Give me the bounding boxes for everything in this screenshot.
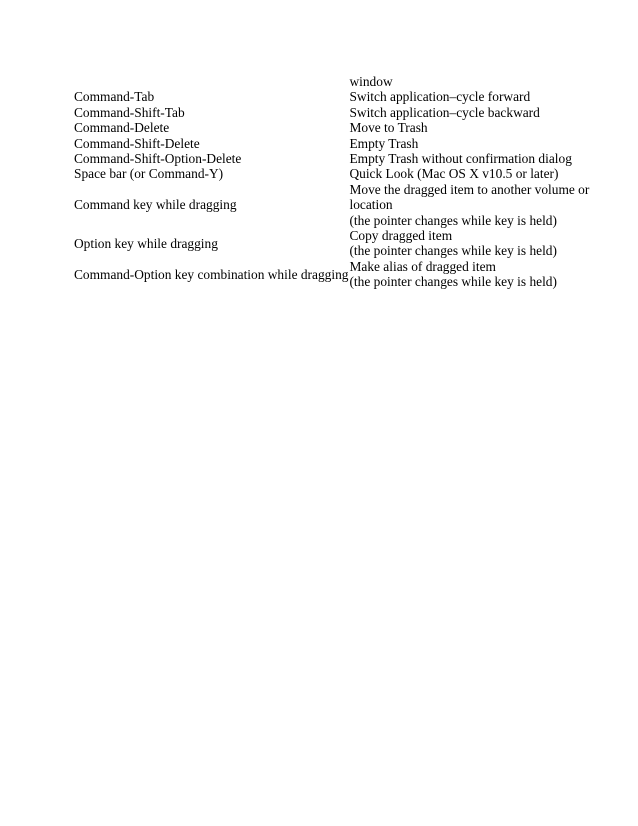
description-line: Quick Look (Mac OS X v10.5 or later) (349, 166, 559, 182)
table-row (74, 182, 589, 228)
description-line: Empty Trash (349, 135, 419, 151)
shortcut-description (349, 182, 589, 228)
description-line: window (349, 74, 393, 89)
table-row (74, 166, 589, 181)
shortcut-table (74, 74, 589, 290)
description-line: location (349, 197, 393, 213)
shortcut-description (349, 166, 589, 181)
shortcut-description (349, 120, 589, 135)
description-line: Copy dragged item (349, 228, 453, 244)
table-row (74, 228, 589, 259)
shortcut-key: Space bar (or Command-Y) (74, 166, 224, 182)
shortcut-key: Command-Option key combination while dragging (74, 266, 349, 282)
table-row (74, 259, 589, 290)
table-row (74, 105, 589, 120)
table-row (74, 89, 589, 104)
shortcut-key: Command-Shift-Option-Delete (74, 151, 242, 167)
shortcut-description (349, 105, 589, 120)
shortcut-description (349, 259, 589, 290)
shortcut-key: Command key while dragging (74, 197, 237, 213)
description-line: Switch application–cycle forward (349, 89, 531, 105)
table-row (74, 151, 589, 166)
description-line: (the pointer changes while key is held) (349, 274, 557, 290)
shortcut-description (349, 136, 589, 151)
shortcut-description (349, 228, 589, 259)
table-row (74, 136, 589, 151)
description-line: (the pointer changes while key is held) (349, 212, 557, 228)
shortcut-key: Command-Shift-Delete (74, 135, 200, 151)
shortcut-key: Option key while dragging (74, 235, 218, 251)
description-line: (the pointer changes while key is held) (349, 243, 557, 259)
description-line: Make alias of dragged item (349, 258, 496, 274)
shortcut-description (349, 74, 589, 89)
table-row (74, 74, 589, 89)
shortcut-key: Command-Delete (74, 120, 170, 136)
shortcut-key (74, 74, 349, 89)
description-line: Empty Trash without confirmation dialog (349, 151, 572, 167)
table-row (74, 120, 589, 135)
shortcut-key: Command-Shift-Tab (74, 104, 185, 120)
shortcut-description (349, 151, 589, 166)
shortcut-description (349, 89, 589, 104)
shortcut-key: Command-Tab (74, 89, 155, 105)
description-line: Move to Trash (349, 120, 428, 136)
description-line: Switch application–cycle backward (349, 104, 540, 120)
description-line: Move the dragged item to another volume or (349, 181, 590, 197)
